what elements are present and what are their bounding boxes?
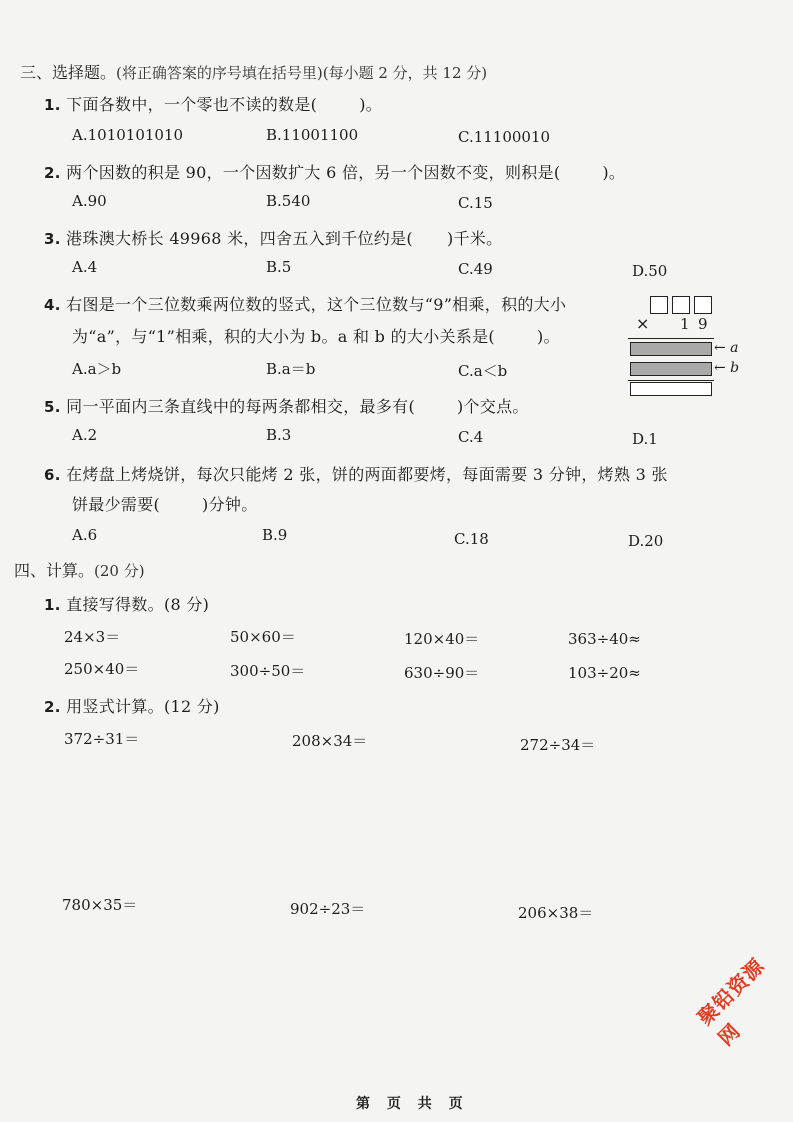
section-3-note: (将正确答案的序号填在括号里)(每小题 2 分，共 12 分) bbox=[116, 64, 488, 82]
question-text: 下面各数中，一个零也不读的数是( bbox=[66, 95, 318, 114]
partial-product-b bbox=[630, 362, 712, 376]
option-d: D.50 bbox=[632, 262, 668, 280]
section-4-title: 四、计算。 bbox=[14, 561, 95, 580]
direct-calc: 250×40＝ bbox=[64, 660, 140, 678]
direct-calc: 103÷20≈ bbox=[568, 664, 641, 682]
vertical-calc: 902÷23＝ bbox=[290, 900, 366, 918]
subsection-number: 1. bbox=[44, 596, 61, 614]
question-6-line-2 bbox=[72, 492, 258, 515]
section-3-title: 三、选择题。 bbox=[20, 63, 117, 82]
direct-calc: 363÷40≈ bbox=[568, 630, 641, 648]
option-c: C.11100010 bbox=[458, 128, 551, 146]
multiplier-ones-digit: 9 bbox=[698, 315, 708, 333]
question-text: 右图是一个三位数乘两位数的竖式，这个三位数与“9”相乘，积的大小 bbox=[66, 295, 567, 314]
label-a: ← a bbox=[714, 340, 739, 356]
option-c: C.a＜b bbox=[458, 362, 508, 380]
question-text: 同一平面内三条直线中的每两条都相交，最多有( bbox=[66, 397, 415, 416]
vertical-calc: 372÷31＝ bbox=[64, 730, 140, 748]
question-number: 5. bbox=[44, 398, 61, 416]
option-b: B.9 bbox=[262, 526, 288, 544]
subsection-1-heading bbox=[44, 592, 209, 615]
partial-product-a bbox=[630, 342, 712, 356]
option-b: B.a＝b bbox=[266, 360, 316, 378]
question-4-line-2 bbox=[72, 324, 560, 347]
question-number: 6. bbox=[44, 466, 61, 484]
question-6-line-1 bbox=[44, 462, 668, 485]
question-text: 两个因数的积是 90，一个因数扩大 6 倍，另一个因数不变，则积是( bbox=[66, 163, 561, 182]
watermark-text: 聚铅资源网 bbox=[692, 953, 770, 1051]
option-d: D.20 bbox=[628, 532, 664, 550]
question-text: 在烤盘上烤烧饼，每次只能烤 2 张，饼的两面都要烤，每面需要 3 分钟，烤熟 3 张 bbox=[66, 465, 668, 484]
page-footer: 第 页 共 页 bbox=[356, 1096, 469, 1112]
subsection-number: 2. bbox=[44, 698, 61, 716]
question-2 bbox=[44, 160, 625, 183]
multiplier-tens-digit: 1 bbox=[680, 315, 690, 333]
option-c: C.18 bbox=[454, 530, 489, 548]
question-5 bbox=[44, 394, 529, 417]
option-c: C.15 bbox=[458, 194, 493, 212]
question-text-end: )千米。 bbox=[446, 229, 503, 248]
digit-box bbox=[694, 296, 712, 314]
vertical-calc: 208×34＝ bbox=[292, 732, 368, 750]
option-a: A.2 bbox=[72, 426, 98, 444]
direct-calc: 24×3＝ bbox=[64, 628, 121, 646]
subsection-text: 用竖式计算。(12 分) bbox=[66, 697, 220, 716]
option-a: A.4 bbox=[72, 258, 98, 276]
option-a: A.a＞b bbox=[72, 360, 122, 378]
option-a: A.6 bbox=[72, 526, 98, 544]
option-b: B.540 bbox=[266, 192, 311, 210]
question-text-end: )。 bbox=[602, 163, 626, 182]
question-number: 3. bbox=[44, 230, 61, 248]
question-text-end: )个交点。 bbox=[456, 397, 529, 416]
section-4-heading bbox=[14, 558, 145, 581]
option-a: A.90 bbox=[72, 192, 107, 210]
question-3 bbox=[44, 226, 502, 249]
direct-calc: 300÷50＝ bbox=[230, 662, 306, 680]
option-c: C.49 bbox=[458, 260, 493, 278]
question-text: 为“a”，与“1”相乘，积的大小为 b。a 和 b 的大小关系是( bbox=[72, 327, 495, 346]
rule-line bbox=[628, 338, 714, 339]
option-b: B.3 bbox=[266, 426, 292, 444]
question-text: 饼最少需要( bbox=[72, 495, 161, 514]
option-b: B.5 bbox=[266, 258, 292, 276]
option-d: D.1 bbox=[632, 430, 658, 448]
direct-calc: 120×40＝ bbox=[404, 630, 480, 648]
rule-line bbox=[628, 380, 714, 381]
question-text-end: )。 bbox=[359, 95, 383, 114]
final-product bbox=[630, 382, 712, 396]
question-1 bbox=[44, 92, 382, 115]
question-number: 4. bbox=[44, 296, 61, 314]
direct-calc: 630÷90＝ bbox=[404, 664, 480, 682]
digit-box bbox=[650, 296, 668, 314]
question-text-end: )分钟。 bbox=[202, 495, 258, 514]
subsection-2-heading bbox=[44, 694, 220, 717]
option-a: A.1010101010 bbox=[72, 126, 184, 144]
watermark-stamp bbox=[690, 937, 793, 1051]
question-text-end: )。 bbox=[536, 327, 560, 346]
question-4-line-1 bbox=[44, 292, 566, 315]
section-3-heading bbox=[20, 60, 487, 83]
section-4-note: (20 分) bbox=[94, 562, 145, 580]
times-sign: × bbox=[636, 314, 650, 333]
label-b: ← b bbox=[714, 360, 740, 376]
vertical-calc: 272÷34＝ bbox=[520, 736, 596, 754]
question-number: 1. bbox=[44, 96, 61, 114]
subsection-text: 直接写得数。(8 分) bbox=[66, 595, 210, 614]
digit-box bbox=[672, 296, 690, 314]
question-text: 港珠澳大桥长 49968 米，四舍五入到千位约是( bbox=[66, 229, 413, 248]
direct-calc: 50×60＝ bbox=[230, 628, 296, 646]
option-b: B.11001100 bbox=[266, 126, 359, 144]
multiplication-figure bbox=[628, 296, 768, 400]
question-number: 2. bbox=[44, 164, 61, 182]
option-c: C.4 bbox=[458, 428, 484, 446]
vertical-calc: 780×35＝ bbox=[62, 896, 138, 914]
vertical-calc: 206×38＝ bbox=[518, 904, 594, 922]
